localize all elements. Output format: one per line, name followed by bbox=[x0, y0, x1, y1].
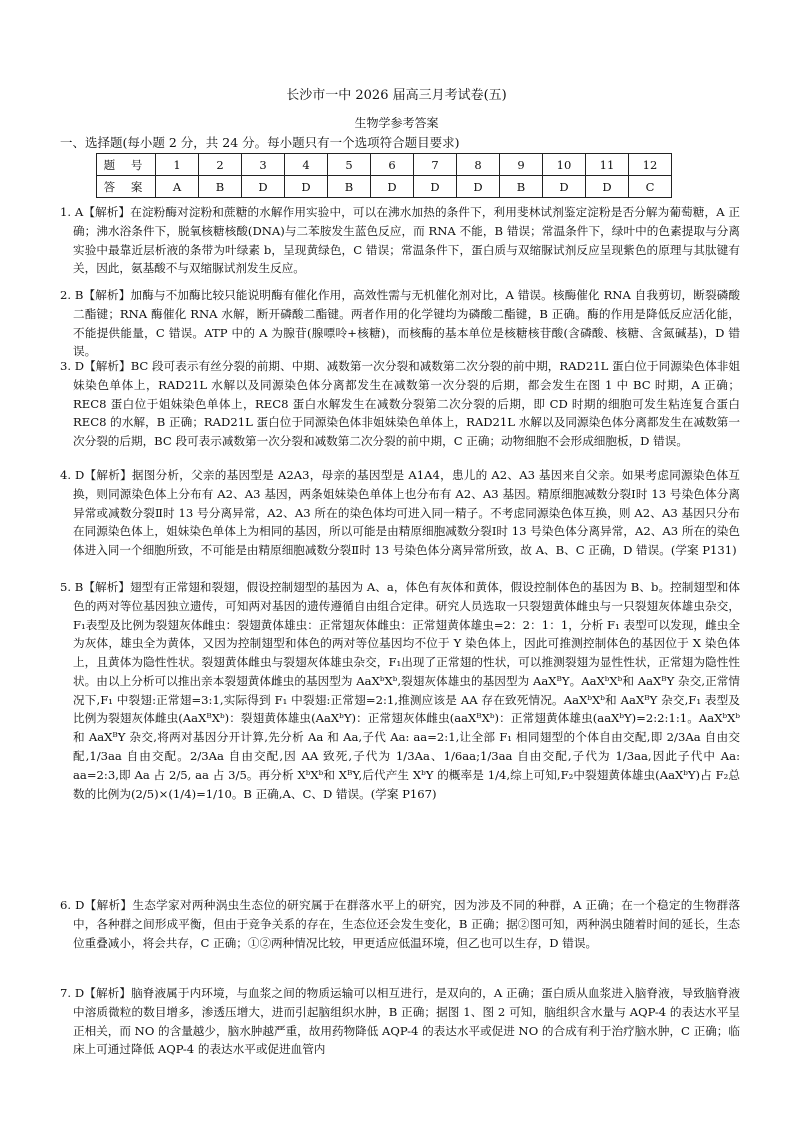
explanation-text: 3. D【解析】BC 段可表示有丝分裂的前期、中期、减数第一次分裂和减数第二次分裂的前中期，RAD21L 蛋白位于同源染色体非姐妹染色单体上，RAD21L 水解以及同源染色体分离都发生在减数第一次分裂的后期，都会发生在图 1 中 BC 时期，A 正确；REC8 蛋白位于姐妹染色单体上，REC8 蛋白水解发生在减数分裂第二次分裂的后期，即 CD 时期的细胞可发生粘连复合蛋白 REC8 的水解，B 正确；RAD21L 蛋白位于同源染色体非姐妹染色单体上，RAD21L 水解以及同源染色体分离都发生在减数第一次分裂的后期，BC 段可表示减数第一次分裂和减数第二次分裂的前中期，C 正确；动物细胞不会形成细胞板，D 错误。 bbox=[60, 359, 740, 449]
explanation-text: 7. D【解析】脑脊液属于内环境，与血浆之间的物质运输可以相互进行，是双向的，A 正确；蛋白质从血浆进入脑脊液，导致脑脊液中溶质微粒的数目增多，渗透压增大，进而引起脑组织水肿，B 正确；据图 1、图 2 可知，脑组织含水量与 AQP-4 的表达水平呈正相关，而 NO 的含量越少，脑水肿越严重，故用药物降低 AQP-4 的表达水平或促进 NO 的合成有利于治疗脑水肿，C 正确；临床上可通过降低 AQP-4 的表达水平或促进血管内 bbox=[60, 986, 740, 1057]
answer-cell: B bbox=[328, 176, 371, 198]
explanation-text: 5. B【解析】翅型有正常翅和裂翅，假设控制翅型的基因为 A、a，体色有灰体和黄体，假设控制体色的基因为 B、b。控制翅型和体色的两对等位基因独立遗传，可知两对基因的遗传遵循自由组合定律。研究人员选取一只裂翅黄体雌虫与一只裂翅灰体雄虫杂交，F₁表型及比例为裂翅灰体雌虫：裂翅黄体雄虫：正常翅灰体雌虫：正常翅黄体雄虫=2：2：1：1，分析 F₁ 表型可以发现，雌虫全为灰体，雄虫全为黄体，又因为控制翅型和体色的两对等位基因均不位于 Y 染色体上，因此可推测控制体色的基因位于 X 染色体上，且黄体为隐性性状。裂翅黄体雌虫与裂翅灰体雄虫杂交，F₁出现了正常翅的性状，可以推测裂翅为显性性状，正常翅为隐性性状。由以上分析可以推出亲本裂翅黄体雌虫的基因型为 AaXᵇXᵇ,裂翅灰体雄虫的基因型为 AaXᴮY。AaXᵇXᵇ和 AaXᴮY 杂交,正常情况下,F₁ 中裂翅:正常翅=3:1,实际得到 F₁ 中裂翅:正常翅=2:1,推测应该是 AA 存在致死情况。AaXᵇXᵇ和 AaXᴮY 杂交,F₁ 表型及比例为裂翅灰体雌虫(AaXᴮXᵇ)：裂翅黄体雄虫(AaXᵇY)：正常翅灰体雌虫(aaXᴮXᵇ)：正常翅黄体雄虫(aaXᵇY)=2:2:1:1。AaXᵇXᵇ和 AaXᴮY 杂交,将两对基因分开计算,先分析 Aa 和 Aa,子代 Aa: aa=2:1,让全部 F₁ 相同翅型的个体自由交配,即 2/3Aa 自由交配,1/3aa 自由交配。2/3Aa 自由交配,因 AA 致死,子代为 1/3Aa、1/6aa;1/3aa 自由交配,子代为 1/3aa,因此子代中 Aa: aa=2:3,即 Aa 占 2/5, aa 占 3/5。再分析 XᵇXᵇ和 XᴮY,后代产生 XᵇY 的概率是 1/4,综上可知,F₂中裂翅黄体雄虫(AaXᵇY)占 F₂总数的比例为(2/5)×(1/4)=1/10。B 正确,A、C、D 错误。(学案 P167) bbox=[60, 580, 740, 801]
explanation-text: 6. D【解析】生态学家对两种涡虫生态位的研究属于在群落水平上的研究，因为涉及不同的种群，A 正确；在一个稳定的生物群落中，各种群之间形成平衡，但由于竞争关系的存在，生态位还会发生变化，B 正确；据②图可知，两种涡虫随着时间的延长，生态位重叠减小，将会共存，C 正确；①②两种情况比较，甲更适应低温环境，但乙也可以生存，D 错误。 bbox=[60, 898, 740, 950]
question-number: 7 bbox=[414, 154, 457, 176]
answer-cell: D bbox=[285, 176, 328, 198]
answer-table-number-row bbox=[97, 154, 672, 176]
answer-table bbox=[96, 153, 672, 198]
question-number: 5 bbox=[328, 154, 371, 176]
answer-cell: D bbox=[457, 176, 500, 198]
question-number: 9 bbox=[500, 154, 543, 176]
question-number: 3 bbox=[242, 154, 285, 176]
answer-cell: D bbox=[371, 176, 414, 198]
question-number: 2 bbox=[199, 154, 242, 176]
explanation-7 bbox=[60, 984, 740, 1059]
answer-cell: C bbox=[629, 176, 672, 198]
explanation-text: 1. A【解析】在淀粉酶对淀粉和蔗糖的水解作用实验中，可以在沸水加热的条件下，利用斐林试剂鉴定淀粉是否分解为葡萄糖，A 正确；沸水浴条件下，脱氧核糖核酸(DNA)与二苯胺发生蓝色反应，而 RNA 不能，B 错误；常温条件下，绿叶中的色素提取与分离实验中最靠近层析液的条带为叶绿素 b，呈现黄绿色，C 错误；常温条件下，蛋白质与双缩脲试剂反应呈现紫色的原理与其肽键有关，因此，氨基酸不与双缩脲试剂发生反应。 bbox=[60, 205, 740, 276]
page-subtitle: 生物学参考答案 bbox=[354, 116, 439, 130]
page-title: 长沙市一中 2026 届高三月考试卷(五) bbox=[286, 88, 507, 103]
answer-cell: A bbox=[156, 176, 199, 198]
question-number: 11 bbox=[586, 154, 629, 176]
explanation-4 bbox=[60, 466, 740, 560]
explanation-text: 4. D【解析】据图分析，父亲的基因型是 A2A3，母亲的基因型是 A1A4，患儿的 A2、A3 基因来自父亲。如果考虑同源染色体互换，则同源染色体上分布有 A2、A3 基因，两条姐妹染色单体上也分布有 A2、A3 基因。精原细胞减数分裂Ⅰ时 13 号染色体分离异常或减数分裂Ⅱ时 13 号分离异常，A2、A3 所在的染色体均可进入同一精子。不考虑同源染色体互换，则 A2、A3 基因只分布在同源染色体上，姐妹染色单体上为相同的基因，所以可能是由精原细胞减数分裂Ⅰ时 13 号染色体分离异常，A2、A3 所在的染色体进入同一个细胞所致，不可能是由精原细胞减数分裂Ⅱ时 13 号染色体分离异常所致，故 A、B、C 正确，D 错误。(学案 P131) bbox=[60, 468, 740, 558]
row-label-answer: 答 案 bbox=[97, 176, 156, 198]
answer-table-answer-row bbox=[97, 176, 672, 198]
explanation-6 bbox=[60, 896, 740, 952]
answer-cell: B bbox=[500, 176, 543, 198]
explanation-2 bbox=[60, 286, 740, 361]
explanation-1 bbox=[60, 203, 740, 278]
question-number: 10 bbox=[543, 154, 586, 176]
answer-cell: D bbox=[242, 176, 285, 198]
answer-cell: B bbox=[199, 176, 242, 198]
question-number: 1 bbox=[156, 154, 199, 176]
question-number: 6 bbox=[371, 154, 414, 176]
explanation-5 bbox=[60, 578, 740, 803]
question-number: 12 bbox=[629, 154, 672, 176]
explanation-text: 2. B【解析】加酶与不加酶比较只能说明酶有催化作用，高效性需与无机催化剂对比，A 错误。核酶催化 RNA 自我剪切，断裂磷酸二酯键；RNA 酶催化 RNA 水解，断开磷酸二酯键。两者作用的化学键均为磷酸二酯键，B 正确。酶的作用是降低反应活化能，不能提供能量，C 错误。ATP 中的 A 为腺苷(腺嘌呤+核糖)，而核酶的基本单位是核糖核苷酸(含磷酸、核糖、含氮碱基)，D 错误。 bbox=[60, 288, 740, 359]
question-number: 8 bbox=[457, 154, 500, 176]
explanation-3 bbox=[60, 357, 740, 451]
answer-cell: D bbox=[586, 176, 629, 198]
answer-cell: D bbox=[414, 176, 457, 198]
answer-cell: D bbox=[543, 176, 586, 198]
section-heading: 一、选择题(每小题 2 分，共 24 分。每小题只有一个选项符合题目要求) bbox=[60, 135, 460, 150]
question-number: 4 bbox=[285, 154, 328, 176]
row-label-number: 题 号 bbox=[97, 154, 156, 176]
